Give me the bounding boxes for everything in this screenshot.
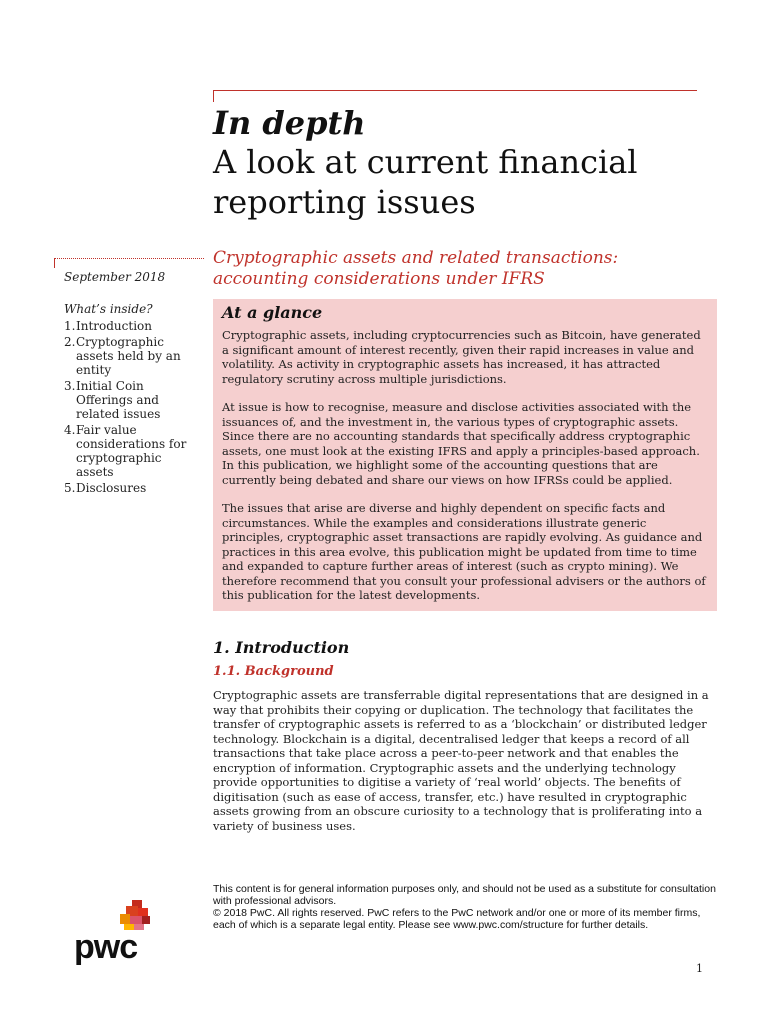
sidebar-tick: [54, 258, 55, 268]
title-block: [213, 104, 733, 222]
title-in-depth: In depth: [213, 104, 366, 142]
sidebar-rule: [54, 258, 204, 259]
toc-item[interactable]: [64, 379, 194, 421]
pwc-logo-text: pwc: [74, 928, 138, 966]
toc-item[interactable]: [64, 319, 194, 333]
toc-label: Fair value considerations for cryptographic assets: [76, 423, 187, 479]
toc-number: 2.: [64, 335, 76, 349]
glance-paragraph-3: The issues that arise are diverse and highly dependent on specific facts and circumstances. While the examples and considerations illustrate generic principles, cryptographic asset transactions are rapidly evolving. As guidance and practices in this area evolve, this publication might be updated from time to time and expanded to capture further areas of interest (such as crypto mining). We therefore recommend that you consult your professional advisers or the authors of this publication for the latest developments.: [222, 501, 706, 602]
table-of-contents: [64, 319, 194, 497]
toc-number: 1.: [64, 319, 76, 333]
toc-number: 3.: [64, 379, 76, 393]
toc-number: 4.: [64, 423, 76, 437]
document-subtitle: [213, 248, 733, 290]
at-a-glance-box: [213, 299, 717, 611]
title-line-1: A look at current financial: [213, 143, 638, 181]
toc-item[interactable]: [64, 335, 194, 377]
page-number: 1: [696, 962, 703, 975]
subtitle-line-1: Cryptographic assets and related transactions:: [213, 248, 619, 268]
toc-item[interactable]: [64, 481, 194, 495]
toc-number: 5.: [64, 481, 76, 495]
subtitle-line-2: accounting considerations under IFRS: [213, 269, 545, 289]
subsection-heading-background: 1.1. Background: [213, 664, 334, 679]
toc-label: Cryptographic assets held by an entity: [76, 335, 181, 377]
section-heading-introduction: 1. Introduction: [213, 638, 350, 657]
glance-paragraph-2: At issue is how to recognise, measure and disclose activities associated with the issuances of, and the investment in, the various types of cryptographic assets. Since there are no accounting standards that specifically address cryptographic assets, one must look at the existing IFRS and apply a principles-based approach. In this publication, we highlight some of the accounting questions that are currently being debated and share our views on how IFRSs could be applied.: [222, 400, 700, 487]
disclaimer-line-1: This content is for general information purposes only, and should not be used as a substitute for consultation with professional advisors.: [213, 883, 716, 907]
toc-label: Disclosures: [76, 481, 147, 495]
title-line-2: reporting issues: [213, 183, 476, 221]
whats-inside-title: What’s inside?: [64, 302, 153, 316]
background-paragraph: Cryptographic assets are transferrable digital representations that are designed in a way that prohibits their copying or duplication. The technology that facilitates the transfer of cryptographic assets is referred to as a ‘blockchain’ or distributed ledger technology. Blockchain is a digital, decentralised ledger that keeps a record of all transactions that take place across a peer-to-peer network and that enables the encryption of information. Cryptographic assets and the underlying technology provide opportunities to digitise a variety of ‘real world’ objects. The benefits of digitisation (such as ease of access, transfer, etc.) have resulted in cryptographic assets growing from an obscure curiosity to a technology that is proliferating into a variety of business uses.: [213, 688, 709, 833]
toc-item[interactable]: [64, 423, 194, 479]
publication-date: September 2018: [64, 270, 166, 284]
copyright-notice: © 2018 PwC. All rights reserved. PwC refers to the PwC network and/or one or more of its member firms, each of which is a separate legal entity. Please see www.pwc.com/structure for further details.: [213, 907, 701, 931]
top-rule-tick: [213, 90, 214, 102]
toc-label: Initial Coin Offerings and related issues: [76, 379, 161, 421]
footer-disclaimer: [213, 883, 719, 931]
top-rule: [213, 90, 697, 91]
at-a-glance-heading: At a glance: [222, 303, 323, 322]
toc-label: Introduction: [76, 319, 152, 333]
glance-paragraph-1: Cryptographic assets, including cryptocurrencies such as Bitcoin, have generated a significant amount of interest recently, given their rapid increases in value and volatility. As activity in cryptographic assets has increased, it has attracted regulatory scrutiny across multiple jurisdictions.: [222, 328, 701, 386]
